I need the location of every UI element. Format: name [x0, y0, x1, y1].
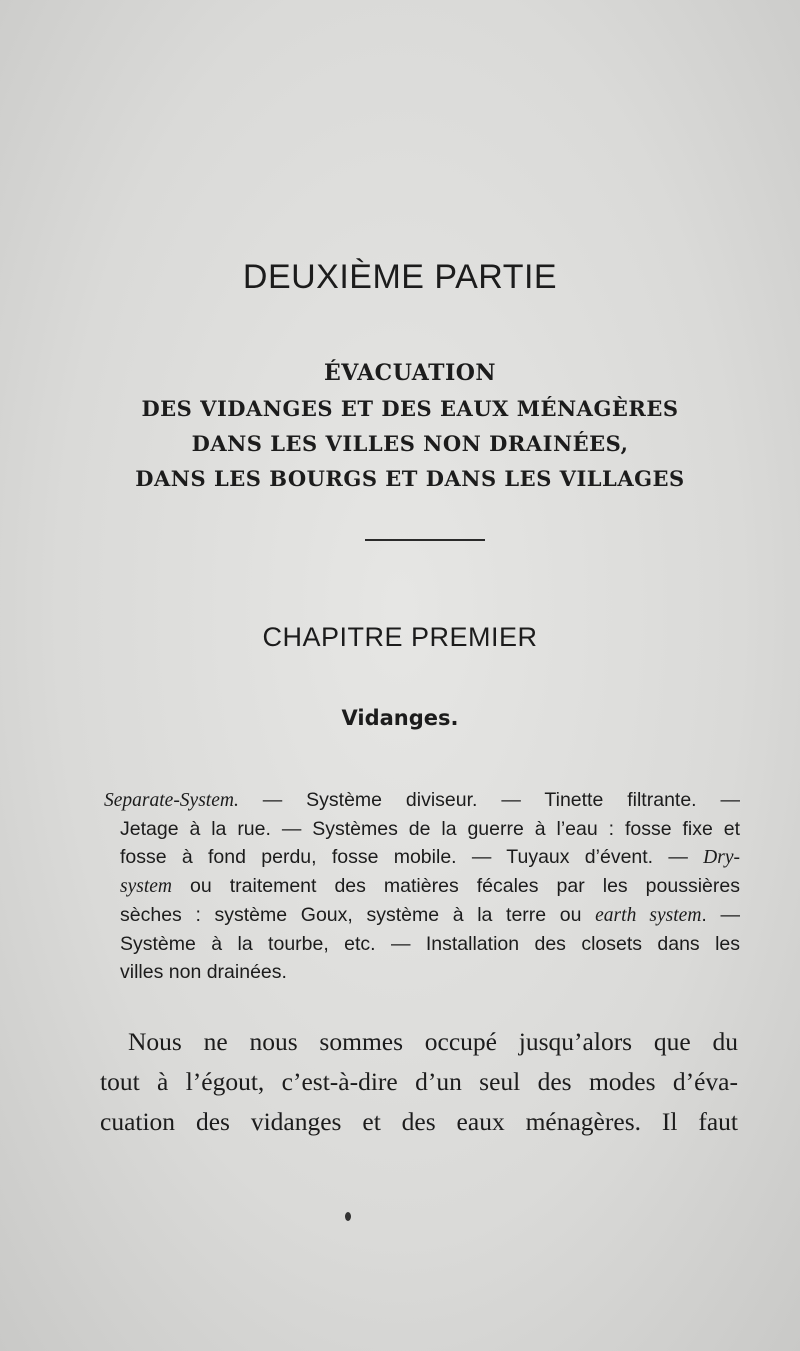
summary-text: . —: [701, 904, 740, 926]
chapter-heading: [60, 356, 760, 496]
chapter-title: CHAPITRE PREMIER: [262, 622, 538, 652]
body-paragraph: [100, 1022, 738, 1142]
summary-italic: Dry-: [703, 847, 740, 868]
section-title: Vidanges.: [341, 706, 459, 730]
body-line: Nous ne nous sommes occupé jusqu’alors que du: [128, 1027, 738, 1056]
summary-line: [104, 872, 740, 901]
summary-italic: earth system: [595, 905, 702, 926]
summary-text: ou traitement des matières fécales par les poussières: [172, 875, 740, 897]
summary-text: Système à la tourbe, etc. — Installation des closets dans les: [120, 933, 740, 955]
divider-rule: [365, 539, 485, 541]
summary-italic: system: [120, 876, 172, 897]
heading-line-4: DANS LES BOURGS ET DANS LES VILLAGES: [135, 466, 685, 491]
summary-text: fosse à fond perdu, fosse mobile. — Tuyaux d’évent. —: [120, 846, 704, 868]
summary-text: — Système diviseur. — Tinette filtrante. —: [238, 789, 740, 811]
summary-italic: Separate-System.: [104, 790, 239, 811]
body-line: tout à l’égout, c’est-à-dire d’un seul des modes d’éva-: [100, 1067, 738, 1096]
heading-line-2: DES VIDANGES ET DES EAUX MÉNAGÈRES: [141, 396, 679, 421]
summary-line: [104, 786, 740, 815]
summary-line: [104, 843, 740, 872]
ink-speck: [345, 1212, 351, 1221]
heading-line-3: DANS LES VILLES NON DRAINÉES,: [191, 431, 629, 456]
part-title: DEUXIÈME PARTIE: [242, 258, 558, 296]
summary-line: [104, 958, 740, 986]
summary-text: villes non drainées.: [120, 961, 287, 983]
summary-line: [104, 930, 740, 958]
chapter-summary: [104, 786, 740, 986]
summary-line: [104, 815, 740, 843]
body-line: cuation des vidanges et des eaux ménagères. Il faut: [100, 1107, 738, 1136]
summary-text: Jetage à la rue. — Systèmes de la guerre à l’eau : fosse fixe et: [120, 818, 740, 840]
summary-line: [104, 901, 740, 930]
heading-line-1: ÉVACUATION: [323, 360, 497, 386]
summary-text: sèches : système Goux, système à la terre ou: [120, 904, 596, 926]
